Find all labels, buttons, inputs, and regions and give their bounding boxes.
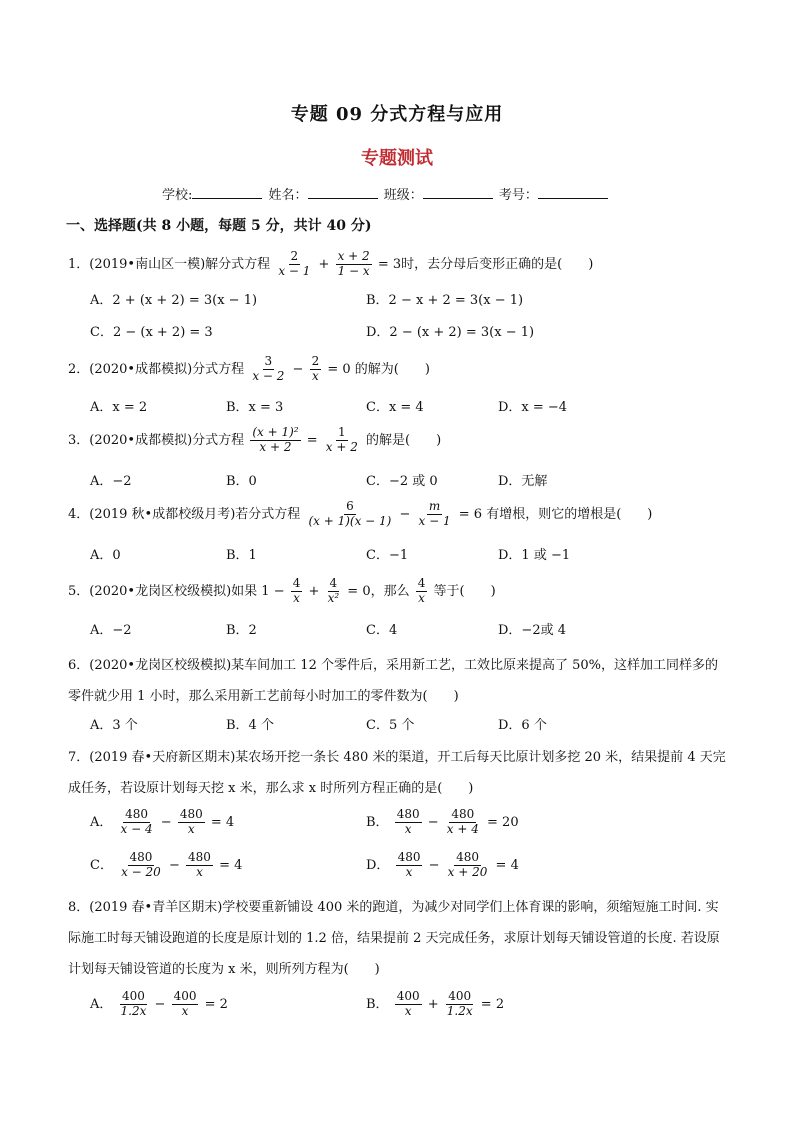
q7-d-f1-denominator: x: [405, 864, 413, 879]
student-info-line: [162, 186, 610, 204]
q8-option-b[interactable]: [366, 990, 504, 1019]
school-blank: [192, 186, 262, 199]
exam-no-label: 考号：: [498, 188, 538, 203]
page-subtitle: 专题测试: [361, 148, 433, 169]
q2-option-b[interactable]: B．x = 3: [226, 400, 284, 415]
q7-a-fraction-1: [119, 808, 155, 837]
q8-a-fraction-2: [172, 990, 199, 1019]
q1-fraction-1: [276, 250, 312, 279]
q7-d-f2-denominator: x + 20: [447, 864, 488, 879]
q7-option-c[interactable]: [90, 851, 242, 880]
q4-f1-numerator: 6: [346, 499, 354, 513]
question-3: [68, 426, 441, 455]
q5-option-c[interactable]: C．4: [366, 623, 398, 638]
q2-option-c[interactable]: C．x = 4: [366, 400, 424, 415]
q5-f3-numerator: 4: [417, 576, 426, 590]
q1-f1-numerator: 2: [290, 249, 299, 263]
q8-a-f2-denominator: x: [181, 1003, 189, 1018]
q3-tail: 的解是( ): [366, 432, 442, 448]
q7-c-rhs: = 4: [219, 857, 243, 873]
question-2: [68, 355, 430, 384]
q7-d-label: D．: [366, 857, 390, 873]
q7-d-rhs: = 4: [495, 857, 519, 873]
q7-b-label: B．: [366, 814, 389, 830]
q5-option-d[interactable]: D．−2或 4: [498, 623, 566, 638]
q1-option-a[interactable]: A．2 + (x + 2) = 3(x − 1): [90, 293, 258, 308]
q4-option-a[interactable]: A．0: [90, 548, 121, 563]
q5-f1-numerator: 4: [292, 576, 301, 590]
q8-a-f1-denominator: 1.2x: [120, 1003, 147, 1018]
q8-a-f1-numerator: 400: [122, 989, 145, 1003]
q7-a-f2-denominator: x: [187, 821, 195, 836]
q8-b-operator: +: [427, 996, 439, 1012]
q1-f2-denominator: 1 − x: [337, 263, 370, 278]
q7-a-f2-numerator: 480: [179, 807, 203, 821]
q7-b-f1-numerator: 480: [396, 807, 420, 821]
q3-option-d[interactable]: D．无解: [498, 474, 548, 489]
q1-tail: = 3时，去分母后变形正确的是( ): [377, 256, 594, 272]
q7-b-fraction-1: [395, 808, 422, 837]
q5-f2-numerator: 4: [329, 576, 338, 590]
q7-c-f1-numerator: 480: [129, 850, 153, 864]
q7-option-b[interactable]: [366, 808, 519, 837]
q8-a-rhs: = 2: [204, 996, 228, 1012]
q4-option-b[interactable]: B．1: [226, 548, 257, 563]
q7-b-f2-numerator: 480: [451, 807, 475, 821]
q7-d-f1-numerator: 480: [397, 850, 421, 864]
question-8: 8．(2019 春•青羊区期末)学校要重新铺设 400 米的跑道，为减少对同学们上体育课的影响，须缩短施工时间. 实际施工时每天铺设跑道的长度是原计划的 1.2 倍，结果提前 2 天完成任务，求原计划每天铺设管道的长度. 若设原计划每天铺设管道的长度为 x 米，则所列方程为( ): [68, 900, 720, 977]
q5-f2-denominator: x²: [327, 590, 340, 605]
q3-lead: 3．(2020•成都模拟)分式方程: [68, 432, 245, 448]
q7-c-fraction-2: [186, 851, 213, 880]
question-1: [68, 250, 593, 279]
q2-f1-denominator: x − 2: [252, 368, 285, 383]
q8-b-rhs: = 2: [480, 996, 505, 1012]
question-7: 7．(2019 春•天府新区期末)某农场开挖一条长 480 米的渠道，开工后每天比原计划多挖 20 米，结果提前 4 天完成任务，若设原计划每天挖 x 米，那么求 x 时所列方程正确的是( ): [68, 750, 726, 796]
q3-fraction-2: [324, 426, 360, 455]
q4-option-c[interactable]: C．−1: [366, 548, 409, 563]
q7-d-fraction-1: [396, 851, 423, 880]
q8-option-a[interactable]: [90, 990, 228, 1019]
q3-option-b[interactable]: B．0: [226, 474, 257, 489]
q2-tail: = 0 的解为( ): [327, 361, 430, 377]
q7-c-fraction-1: [119, 851, 163, 880]
q5-tail: 等于( ): [433, 583, 496, 599]
q7-b-rhs: = 20: [487, 814, 519, 830]
q4-f2-numerator: m: [428, 499, 441, 513]
q3-equals: =: [306, 432, 318, 448]
q2-fraction-2: [310, 355, 322, 384]
q7-a-fraction-2: [178, 808, 205, 837]
q7-b-fraction-2: [445, 808, 481, 837]
class-blank: [423, 186, 493, 199]
q2-option-d[interactable]: D．x = −4: [498, 400, 568, 415]
q8-b-f2-denominator: 1.2x: [446, 1003, 473, 1018]
q6-option-c[interactable]: C．5 个: [366, 718, 415, 733]
q1-option-c[interactable]: C．2 − (x + 2) = 3: [90, 325, 213, 340]
name-blank: [308, 186, 378, 199]
q6-option-d[interactable]: D．6 个: [498, 718, 547, 733]
q3-f1-numerator: (x + 1)²: [252, 425, 299, 439]
q2-minus: −: [292, 361, 304, 377]
q8-b-f1-denominator: x: [404, 1003, 412, 1018]
q4-option-d[interactable]: D．1 或 −1: [498, 548, 571, 563]
q7-a-f1-denominator: x − 4: [120, 821, 153, 836]
q1-option-d[interactable]: D．2 − (x + 2) = 3(x − 1): [366, 325, 535, 340]
q5-option-b[interactable]: B．2: [226, 623, 257, 638]
q2-option-a[interactable]: A．x = 2: [90, 400, 148, 415]
question-6: 6．(2020•龙岗区校级模拟)某车间加工 12 个零件后，采用新工艺，工效比原来提高了 50%，这样加工同样多的零件就少用 1 小时，那么采用新工艺前每小时加工的零件数为( ): [68, 658, 719, 704]
q7-b-operator: −: [427, 814, 439, 830]
q1-plus: +: [318, 256, 330, 272]
q1-option-b[interactable]: B．2 − x + 2 = 3(x − 1): [366, 293, 524, 308]
q4-lead: 4．(2019 秋•成都校级月考)若分式方程: [68, 506, 301, 522]
q7-option-a[interactable]: [90, 808, 234, 837]
q5-plus: +: [308, 583, 320, 599]
q7-d-f2-numerator: 480: [456, 850, 479, 864]
q8-a-label: A．: [90, 996, 113, 1012]
q5-f1-denominator: x: [293, 590, 300, 605]
q8-b-fraction-1: [395, 990, 422, 1019]
q5-mid: = 0，那么: [347, 583, 410, 599]
section-heading: 一、选择题(共 8 小题，每题 5 分，共计 40 分): [66, 218, 372, 234]
q4-fraction-1: [306, 500, 393, 529]
q2-lead: 2．(2020•成都模拟)分式方程: [68, 361, 245, 377]
q7-c-f2-denominator: x: [196, 864, 203, 879]
q7-a-operator: −: [160, 814, 172, 830]
q8-b-f2-numerator: 400: [448, 989, 472, 1003]
q3-option-a[interactable]: A．−2: [90, 474, 132, 489]
q8-b-f1-numerator: 400: [396, 989, 420, 1003]
q7-a-label: A．: [90, 814, 113, 830]
q2-f2-numerator: 2: [311, 354, 320, 368]
name-label: 姓名：: [268, 188, 308, 203]
q3-fraction-1: [250, 426, 300, 455]
q1-f2-numerator: x + 2: [337, 249, 370, 263]
q5-option-a[interactable]: A．−2: [90, 623, 132, 638]
q3-f2-numerator: 1: [337, 425, 346, 439]
q8-b-fraction-2: [445, 990, 475, 1019]
question-4: [68, 500, 652, 529]
q7-d-fraction-2: [446, 851, 490, 880]
q7-a-f1-numerator: 480: [125, 807, 149, 821]
q7-b-f1-denominator: x: [404, 821, 412, 836]
q5-fraction-2: [326, 577, 342, 606]
q4-f1-denominator: (x + 1)(x − 1): [308, 513, 392, 528]
class-label: 班级：: [383, 188, 423, 203]
q4-f2-denominator: x − 1: [418, 513, 451, 528]
q3-option-c[interactable]: C．−2 或 0: [366, 474, 438, 489]
q7-c-operator: −: [168, 857, 180, 873]
q7-option-d[interactable]: [366, 851, 519, 880]
school-label: 学校:: [162, 188, 193, 203]
page-title: 专题 09 分式方程与应用: [290, 104, 504, 125]
q2-f1-numerator: 3: [264, 354, 273, 368]
exam-no-blank: [538, 186, 608, 199]
q2-f2-denominator: x: [312, 368, 319, 383]
q4-fraction-2: [417, 500, 453, 529]
q7-c-f2-numerator: 480: [188, 850, 211, 864]
q7-c-f1-denominator: x − 20: [121, 864, 161, 879]
q5-lead: 5．(2020•龙岗区校级模拟)如果 1 −: [68, 583, 285, 599]
q5-fraction-3: [416, 577, 428, 606]
q1-fraction-2: [336, 250, 372, 279]
q8-b-label: B．: [366, 996, 389, 1012]
q3-f1-denominator: x + 2: [259, 439, 292, 454]
q5-fraction-1: [291, 577, 303, 606]
q6-option-b[interactable]: B．4 个: [226, 718, 274, 733]
q7-a-rhs: = 4: [210, 814, 235, 830]
q7-c-label: C．: [90, 857, 113, 873]
q1-f1-denominator: x − 1: [278, 263, 311, 278]
q7-d-operator: −: [428, 857, 440, 873]
q6-option-a[interactable]: A．3 个: [90, 718, 138, 733]
q4-minus: −: [399, 506, 411, 522]
q4-tail: = 6 有增根，则它的增根是( ): [458, 506, 653, 522]
q7-b-f2-denominator: x + 4: [446, 821, 479, 836]
q1-lead: 1．(2019•南山区一模)解分式方程: [68, 256, 271, 272]
q2-fraction-1: [250, 355, 286, 384]
q3-f2-denominator: x + 2: [325, 439, 358, 454]
q8-a-f2-numerator: 400: [173, 989, 197, 1003]
q5-f3-denominator: x: [418, 590, 425, 605]
q8-a-operator: −: [154, 996, 166, 1012]
q8-a-fraction-1: [119, 990, 149, 1019]
question-5: [68, 577, 496, 606]
